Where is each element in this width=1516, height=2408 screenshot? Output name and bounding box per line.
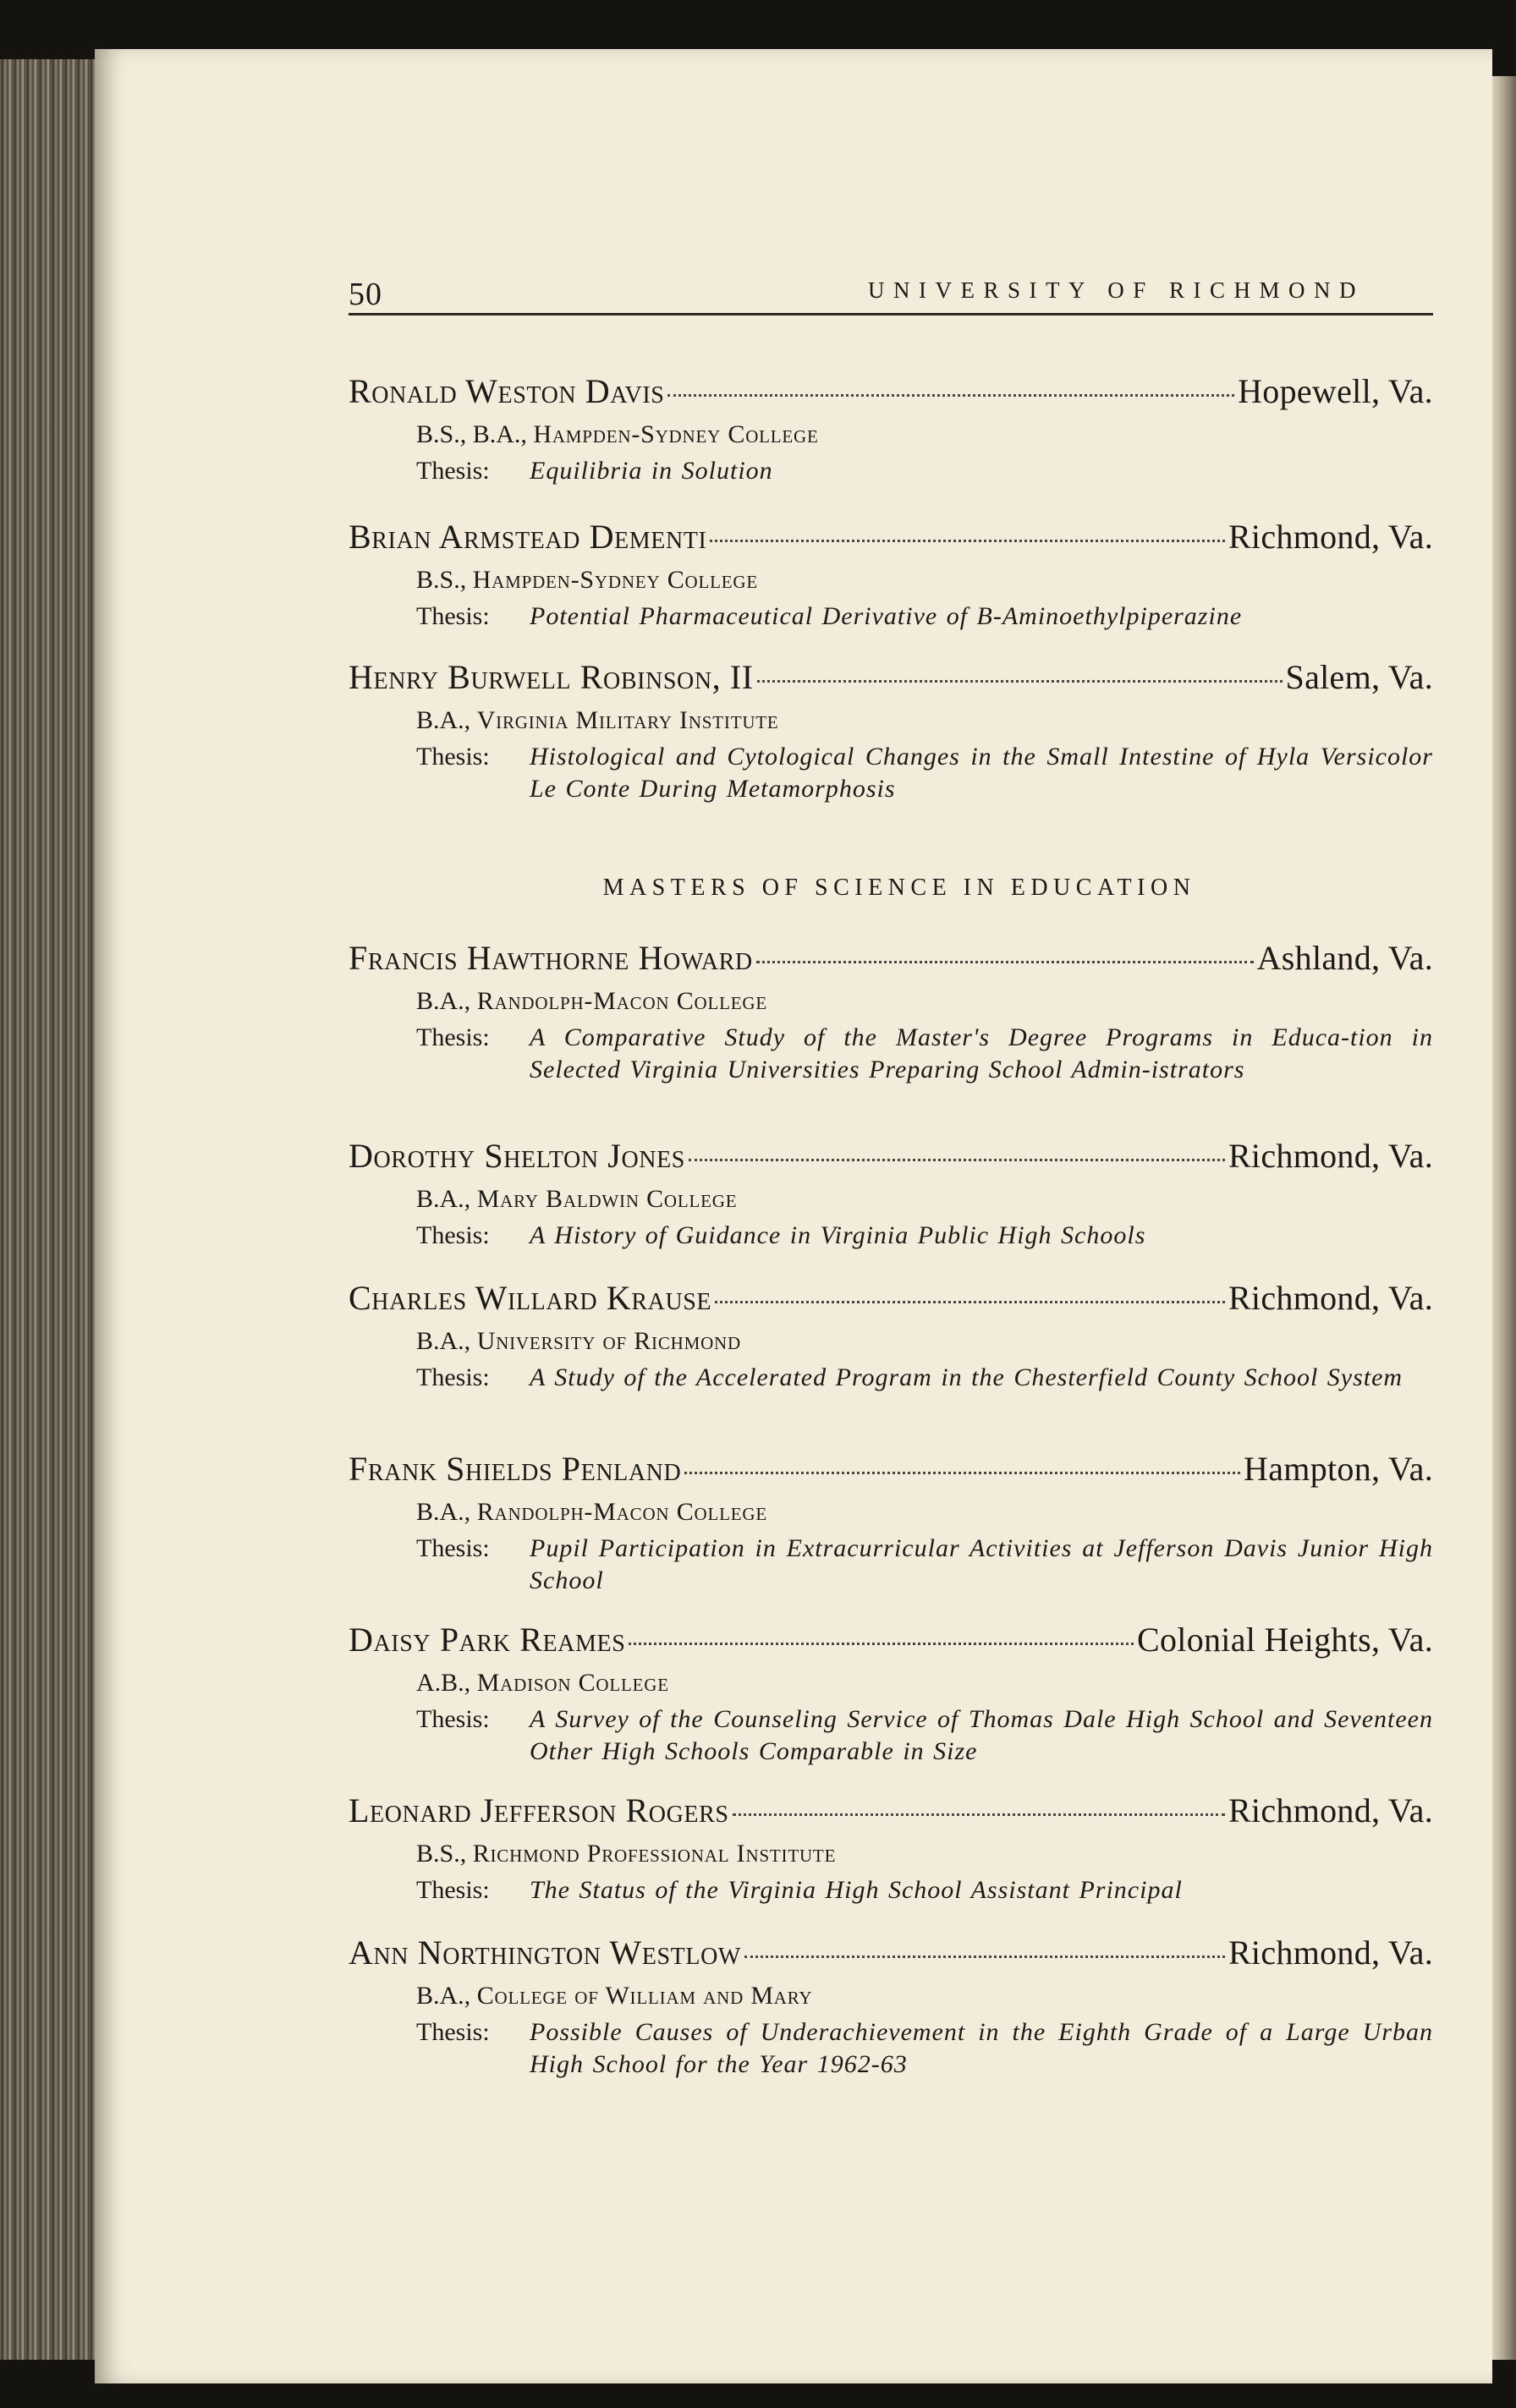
entry-name: Ann Northington Westlow: [349, 1934, 741, 1972]
thesis-title: Possible Causes of Underachievement in the Eighth Grade of a Large Urban High School for the Year 1962-63: [530, 2018, 1433, 2078]
entry-college: Randolph-Macon College: [476, 1498, 767, 1526]
entry-thesis: [416, 1703, 1433, 1768]
dot-leader: [756, 960, 1254, 963]
thesis-title: The Status of the Virginia High School Assistant Principal: [530, 1876, 1183, 1904]
entry-name: Henry Burwell Robinson, II: [349, 658, 754, 696]
entry-degree: B.S., B.A., Hampden-Sydney College: [416, 420, 819, 448]
dot-leader: [689, 1158, 1225, 1161]
thesis-label: Thesis:: [416, 1705, 490, 1733]
thesis-label: Thesis:: [416, 1876, 490, 1904]
thesis-title: A History of Guidance in Virginia Public High Schools: [530, 1221, 1146, 1249]
entry-college: Madison College: [476, 1669, 669, 1697]
entry-name: Daisy Park Reames: [349, 1621, 626, 1659]
dot-leader: [733, 1813, 1225, 1816]
entry: [349, 1277, 1433, 1394]
entry-degree: B.A., Mary Baldwin College: [416, 1185, 738, 1213]
entry-college: College of William and Mary: [476, 1982, 813, 2010]
entry-thesis: [416, 1874, 1433, 1906]
dot-leader: [710, 539, 1225, 542]
entry-thesis: [416, 1220, 1433, 1252]
entry-degree: B.A., Randolph-Macon College: [416, 1498, 767, 1526]
entry: [349, 370, 1433, 487]
thesis-label: Thesis:: [416, 602, 490, 630]
thesis-label: Thesis:: [416, 2018, 490, 2046]
entry-thesis: [416, 455, 1433, 487]
entry-thesis: [416, 741, 1433, 805]
thesis-title: A Comparative Study of the Master's Degree Programs in Educa-tion in Selected Virginia Universities Preparing School Admin-istrators: [530, 1023, 1433, 1083]
entry-place: Richmond, Va.: [1228, 1137, 1433, 1175]
entry-name: Brian Armstead Dementi: [349, 518, 707, 556]
dot-leader: [757, 679, 1283, 683]
entry: [349, 1932, 1433, 2081]
entry-degree: A.B., Madison College: [416, 1669, 669, 1697]
entry-place: Richmond, Va.: [1228, 1791, 1433, 1829]
entry-place: Salem, Va.: [1285, 658, 1433, 696]
dot-leader: [629, 1642, 1134, 1645]
entry-name: Dorothy Shelton Jones: [349, 1137, 685, 1175]
entry-college: Randolph-Macon College: [476, 987, 767, 1015]
dot-leader: [667, 393, 1234, 397]
entry: [349, 1448, 1433, 1597]
entry-name: Francis Hawthorne Howard: [349, 939, 753, 977]
entry-college: Virginia Military Institute: [476, 706, 779, 734]
entry-name: Ronald Weston Davis: [349, 372, 665, 410]
page-right-edge: [1492, 76, 1516, 2360]
thesis-title: Histological and Cytological Changes in the Small Intestine of Hyla Versicolor Le Conte During Metamorphosis: [530, 743, 1433, 803]
entry-place: Hampton, Va.: [1244, 1450, 1433, 1488]
entry: [349, 1135, 1433, 1252]
entry-name: Charles Willard Krause: [349, 1279, 712, 1317]
entry-thesis: [416, 2016, 1433, 2081]
thesis-label: Thesis:: [416, 1363, 490, 1391]
thesis-title: Equilibria in Solution: [530, 457, 773, 485]
entry-degree: B.S., Richmond Professional Institute: [416, 1840, 837, 1868]
entry-degree: B.A., Randolph-Macon College: [416, 987, 767, 1015]
page-number: 50: [349, 277, 382, 312]
dot-leader: [684, 1471, 1240, 1474]
entry-place: Ashland, Va.: [1256, 939, 1433, 977]
page-edges: [0, 59, 100, 2360]
thesis-label: Thesis:: [416, 743, 490, 771]
thesis-title: A Survey of the Counseling Service of Thomas Dale High School and Seventeen Other High Schools Comparable in Size: [530, 1705, 1433, 1765]
entry-thesis: [416, 1533, 1433, 1597]
entry-name: Leonard Jefferson Rogers: [349, 1791, 729, 1829]
dot-leader: [744, 1955, 1225, 1958]
entry-place: Richmond, Va.: [1228, 1279, 1433, 1317]
entry-college: Hampden-Sydney College: [472, 566, 758, 594]
thesis-title: A Study of the Accelerated Program in the Chesterfield County School System: [530, 1363, 1403, 1391]
entry-college: University of Richmond: [476, 1327, 741, 1355]
entry: [349, 937, 1433, 1086]
entry-thesis: [416, 1362, 1433, 1394]
entry: [349, 1619, 1433, 1768]
header-rule: [349, 313, 1433, 315]
entry-college: Mary Baldwin College: [476, 1185, 738, 1213]
thesis-label: Thesis:: [416, 1023, 490, 1051]
entry-name: Frank Shields Penland: [349, 1450, 682, 1488]
entry: [349, 1790, 1433, 1906]
entry-thesis: [416, 1022, 1433, 1086]
entry-degree: B.A., College of William and Mary: [416, 1982, 813, 2010]
thesis-label: Thesis:: [416, 457, 490, 485]
entry-place: Richmond, Va.: [1228, 518, 1433, 556]
entry-place: Richmond, Va.: [1228, 1934, 1433, 1972]
section-heading: MASTERS OF SCIENCE IN EDUCATION: [602, 875, 1196, 901]
entry-thesis: [416, 601, 1433, 633]
thesis-label: Thesis:: [416, 1534, 490, 1562]
dot-leader: [715, 1300, 1225, 1303]
entry: [349, 656, 1433, 805]
entry-degree: B.A., Virginia Military Institute: [416, 706, 779, 734]
entry-college: Richmond Professional Institute: [472, 1840, 837, 1868]
entry-degree: B.S., Hampden-Sydney College: [416, 566, 758, 594]
thesis-title: Pupil Participation in Extracurricular Activities at Jefferson Davis Junior High School: [530, 1534, 1433, 1594]
thesis-label: Thesis:: [416, 1221, 490, 1249]
thesis-title: Potential Pharmaceutical Derivative of B-Aminoethylpiperazine: [530, 602, 1243, 630]
entry-degree: B.A., University of Richmond: [416, 1327, 741, 1355]
entry-college: Hampden-Sydney College: [533, 420, 819, 448]
running-head: UNIVERSITY OF RICHMOND: [868, 277, 1365, 303]
entry-place: Hopewell, Va.: [1238, 372, 1433, 410]
entry-place: Colonial Heights, Va.: [1137, 1621, 1433, 1659]
entry: [349, 516, 1433, 633]
